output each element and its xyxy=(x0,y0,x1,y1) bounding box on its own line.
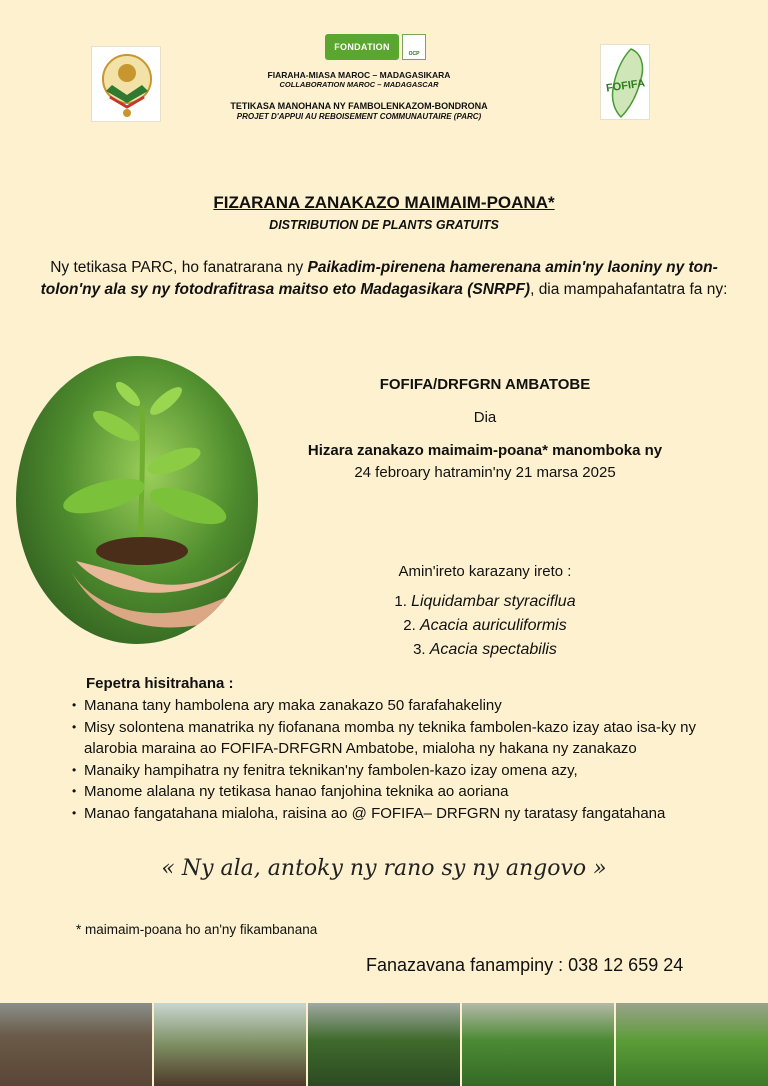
requirements-list xyxy=(72,695,742,825)
intro-before: Ny tetikasa PARC, ho fanatrarana ny xyxy=(50,259,308,276)
fondation-logo: FONDATION xyxy=(325,34,399,60)
nursery-photo xyxy=(154,1003,308,1086)
seedling-in-hands-photo xyxy=(16,356,258,644)
species-item: 3. Acacia spectabilis xyxy=(413,641,557,658)
intro-paragraph xyxy=(34,257,734,301)
requirement-item: • Manaiky hampihatra ny fenitra teknikan'ny fambolen-kazo izay omena azy, xyxy=(72,760,742,782)
species-heading: Amin'ireto karazany ireto : xyxy=(398,563,572,580)
distribution-headline: Hizara zanakazo maimaim-poana* manomboka ny xyxy=(307,442,663,459)
nursery-photo-strip xyxy=(0,1003,768,1086)
contact-phone: Fanazavana fanampiny : 038 12 659 24 xyxy=(366,955,684,975)
footnote: * maimaim-poana ho an'ny fikambanana xyxy=(76,922,318,937)
header-line-2: COLLABORATION MAROC – MADAGASCAR xyxy=(279,80,439,89)
header-line-4: PROJET D'APPUI AU REBOISEMENT COMMUNAUTAIRE (PARC) xyxy=(236,112,482,121)
nursery-photo xyxy=(308,1003,462,1086)
species-item: 1. Liquidambar styraciflua xyxy=(394,593,576,610)
header-line-1: FIARAHA-MIASA MAROC – MADAGASIKARA xyxy=(267,70,451,80)
slogan-quote: « Ny ala, antoky ny rano sy ny angovo » xyxy=(161,856,607,881)
requirement-item: • Manome alalana ny tetikasa hanao fanjohina teknika ao aoriana xyxy=(72,781,742,803)
dia-text: Dia xyxy=(473,409,497,426)
species-item: 2. Acacia auriculiformis xyxy=(403,617,567,634)
ocp-logo: OCP xyxy=(402,34,426,60)
requirement-item: • Misy solontena manatrika ny fiofanana momba ny teknika fambolen-kazo izay atao isa-ky ny alarobia maraina ao FOFIFA-DRFGRN Ambatobe, mialoha ny hakana ny zanakazo xyxy=(72,717,742,760)
intro-emphasis: Paikadim-pirenena hamerenana amin'ny laoniny ny ton-tolon'ny ala sy ny fotodrafitrasa maitso eto Madagasikara (SNRPF) xyxy=(40,259,718,298)
nursery-photo xyxy=(462,1003,616,1086)
fofifa-logo-text: FOFIFA xyxy=(605,77,646,95)
header-line-3: TETIKASA MANOHANA NY FAMBOLENKAZOM-BONDRONA xyxy=(230,101,488,111)
page-title: FIZARANA ZANAKAZO MAIMAIM-POANA* xyxy=(213,193,555,212)
nursery-photo xyxy=(616,1003,768,1086)
requirements-heading: Fepetra hisitrahana : xyxy=(86,675,234,692)
fofifa-logo xyxy=(600,44,650,120)
distribution-dates: 24 febroary hatramin'ny 21 marsa 2025 xyxy=(354,464,616,481)
page-subtitle: DISTRIBUTION DE PLANTS GRATUITS xyxy=(269,218,499,232)
organization-name: FOFIFA/DRFGRN AMBATOBE xyxy=(379,376,591,393)
intro-after: , dia mampahafantatra fa ny: xyxy=(530,281,728,298)
requirement-item: • Manana tany hambolena ary maka zanakazo 50 farafahakeliny xyxy=(72,695,742,717)
nursery-photo xyxy=(0,1003,154,1086)
requirement-item: • Manao fangatahana mialoha, raisina ao @ FOFIFA– DRFGRN ny taratasy fangatahana xyxy=(72,803,742,825)
